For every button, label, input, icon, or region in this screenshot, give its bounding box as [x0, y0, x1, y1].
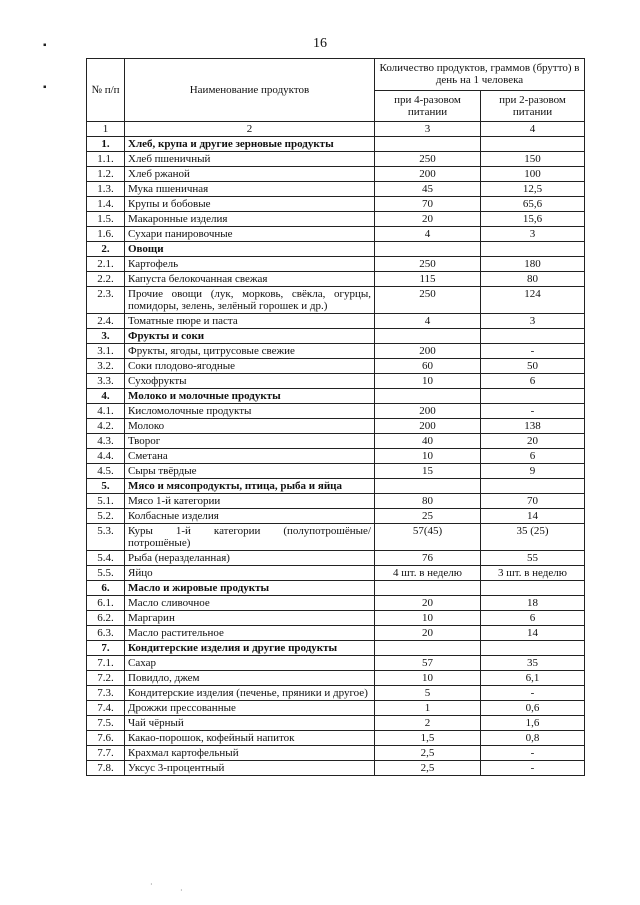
product-name: Капуста белокочанная свежая — [125, 272, 375, 287]
row-number: 4.4. — [87, 449, 125, 464]
qty-2-meals — [481, 581, 585, 596]
product-name: Прочие овощи (лук, морковь, свёкла, огурцы, помидоры, зелень, зелёный горошек и др.) — [125, 287, 375, 314]
row-number: 4. — [87, 389, 125, 404]
row-number: 7.7. — [87, 746, 125, 761]
qty-2-meals: 9 — [481, 464, 585, 479]
qty-4-meals: 5 — [375, 686, 481, 701]
table-row — [87, 359, 585, 374]
table-row — [87, 434, 585, 449]
row-number: 5.3. — [87, 524, 125, 551]
header-qty-2-meals: при 2-разовом питании — [481, 90, 585, 122]
qty-2-meals — [481, 329, 585, 344]
row-number: 6.2. — [87, 611, 125, 626]
qty-2-meals: 65,6 — [481, 197, 585, 212]
table-row — [87, 404, 585, 419]
margin-mark: ▪ — [43, 82, 47, 93]
qty-4-meals — [375, 137, 481, 152]
scan-mark: · — [180, 886, 183, 895]
qty-2-meals: 180 — [481, 257, 585, 272]
table-row — [87, 524, 585, 551]
row-number: 7.8. — [87, 761, 125, 776]
table-row — [87, 566, 585, 581]
qty-4-meals — [375, 329, 481, 344]
header-name-col: Наименование продуктов — [125, 59, 375, 122]
row-number: 3.1. — [87, 344, 125, 359]
column-number: 4 — [481, 122, 585, 137]
row-number: 3. — [87, 329, 125, 344]
qty-4-meals: 250 — [375, 287, 481, 314]
qty-4-meals: 2,5 — [375, 746, 481, 761]
qty-2-meals: - — [481, 761, 585, 776]
product-name: Кондитерские изделия (печенье, пряники и другое) — [125, 686, 375, 701]
product-name: Масло сливочное — [125, 596, 375, 611]
table-row — [87, 374, 585, 389]
qty-4-meals: 20 — [375, 212, 481, 227]
qty-2-meals: 124 — [481, 287, 585, 314]
qty-2-meals: 0,6 — [481, 701, 585, 716]
product-name: Соки плодово-ягодные — [125, 359, 375, 374]
product-name: Сыры твёрдые — [125, 464, 375, 479]
product-name: Сметана — [125, 449, 375, 464]
qty-4-meals — [375, 581, 481, 596]
table-row — [87, 449, 585, 464]
qty-2-meals: 3 шт. в неделю — [481, 566, 585, 581]
product-name: Сухофрукты — [125, 374, 375, 389]
qty-2-meals: 0,8 — [481, 731, 585, 746]
qty-2-meals: 138 — [481, 419, 585, 434]
row-number: 7.1. — [87, 656, 125, 671]
qty-2-meals: 35 — [481, 656, 585, 671]
product-name: Колбасные изделия — [125, 509, 375, 524]
qty-2-meals: 150 — [481, 152, 585, 167]
row-number: 1.1. — [87, 152, 125, 167]
qty-4-meals: 76 — [375, 551, 481, 566]
row-number: 1. — [87, 137, 125, 152]
row-number: 5.2. — [87, 509, 125, 524]
qty-2-meals: - — [481, 686, 585, 701]
table-row — [87, 227, 585, 242]
product-name: Кисломолочные продукты — [125, 404, 375, 419]
product-name: Яйцо — [125, 566, 375, 581]
qty-4-meals: 250 — [375, 152, 481, 167]
section-title: Фрукты и соки — [125, 329, 375, 344]
product-name: Крахмал картофельный — [125, 746, 375, 761]
row-number: 2.2. — [87, 272, 125, 287]
qty-2-meals — [481, 389, 585, 404]
header-qty-4-meals: при 4-разовом питании — [375, 90, 481, 122]
qty-4-meals: 57(45) — [375, 524, 481, 551]
qty-4-meals — [375, 479, 481, 494]
header-number-col: № п/п — [87, 59, 125, 122]
qty-4-meals: 15 — [375, 464, 481, 479]
section-title: Хлеб, крупа и другие зерновые продукты — [125, 137, 375, 152]
qty-2-meals: 1,6 — [481, 716, 585, 731]
product-name: Какао-порошок, кофейный напиток — [125, 731, 375, 746]
qty-2-meals: 3 — [481, 314, 585, 329]
qty-4-meals: 10 — [375, 611, 481, 626]
page-number: 16 — [313, 36, 327, 51]
row-number: 2.3. — [87, 287, 125, 314]
section-row — [87, 389, 585, 404]
table-row — [87, 761, 585, 776]
table-row — [87, 344, 585, 359]
table-row — [87, 596, 585, 611]
product-name: Творог — [125, 434, 375, 449]
row-number: 2.1. — [87, 257, 125, 272]
product-name: Сахар — [125, 656, 375, 671]
food-norms-table — [86, 58, 585, 776]
table-row — [87, 314, 585, 329]
qty-4-meals: 1 — [375, 701, 481, 716]
section-row — [87, 242, 585, 257]
product-name: Маргарин — [125, 611, 375, 626]
row-number: 1.4. — [87, 197, 125, 212]
row-number: 5.1. — [87, 494, 125, 509]
row-number: 1.2. — [87, 167, 125, 182]
section-row — [87, 329, 585, 344]
product-name: Макаронные изделия — [125, 212, 375, 227]
table-row — [87, 701, 585, 716]
qty-4-meals: 200 — [375, 344, 481, 359]
qty-2-meals: 14 — [481, 626, 585, 641]
row-number: 6.3. — [87, 626, 125, 641]
qty-4-meals: 200 — [375, 404, 481, 419]
qty-4-meals — [375, 641, 481, 656]
row-number: 5. — [87, 479, 125, 494]
qty-4-meals: 4 — [375, 314, 481, 329]
product-name: Картофель — [125, 257, 375, 272]
table-row — [87, 551, 585, 566]
column-number: 1 — [87, 122, 125, 137]
product-name: Томатные пюре и паста — [125, 314, 375, 329]
qty-2-meals: 20 — [481, 434, 585, 449]
table-row — [87, 716, 585, 731]
header-qty-group: Количество продуктов, граммов (брутто) в день на 1 человека — [375, 59, 585, 91]
row-number: 4.1. — [87, 404, 125, 419]
column-number: 2 — [125, 122, 375, 137]
qty-2-meals: 55 — [481, 551, 585, 566]
qty-2-meals: 35 (25) — [481, 524, 585, 551]
margin-mark: ▪ — [43, 40, 47, 51]
section-title: Мясо и мясопродукты, птица, рыба и яйца — [125, 479, 375, 494]
qty-2-meals — [481, 479, 585, 494]
row-number: 1.5. — [87, 212, 125, 227]
section-row — [87, 581, 585, 596]
product-name: Сухари панировочные — [125, 227, 375, 242]
qty-2-meals: 15,6 — [481, 212, 585, 227]
table-row — [87, 182, 585, 197]
qty-4-meals: 10 — [375, 449, 481, 464]
row-number: 7.6. — [87, 731, 125, 746]
qty-4-meals: 2,5 — [375, 761, 481, 776]
product-name: Масло растительное — [125, 626, 375, 641]
qty-4-meals: 20 — [375, 596, 481, 611]
row-number: 3.3. — [87, 374, 125, 389]
section-title: Молоко и молочные продукты — [125, 389, 375, 404]
qty-2-meals: 18 — [481, 596, 585, 611]
table-row — [87, 746, 585, 761]
qty-2-meals: 6 — [481, 374, 585, 389]
product-name: Куры 1-й категории (полупотрошёные/потрошёные) — [125, 524, 375, 551]
qty-2-meals: - — [481, 344, 585, 359]
table-row — [87, 419, 585, 434]
scan-mark: · — [150, 880, 153, 889]
qty-2-meals: 100 — [481, 167, 585, 182]
table-row — [87, 731, 585, 746]
qty-4-meals: 45 — [375, 182, 481, 197]
product-name: Мука пшеничная — [125, 182, 375, 197]
qty-2-meals: 3 — [481, 227, 585, 242]
qty-2-meals: - — [481, 746, 585, 761]
qty-2-meals: 6 — [481, 611, 585, 626]
table-row — [87, 611, 585, 626]
qty-2-meals — [481, 242, 585, 257]
qty-4-meals: 10 — [375, 671, 481, 686]
row-number: 1.6. — [87, 227, 125, 242]
qty-2-meals: 50 — [481, 359, 585, 374]
qty-2-meals: - — [481, 404, 585, 419]
row-number: 2. — [87, 242, 125, 257]
row-number: 7. — [87, 641, 125, 656]
qty-4-meals: 115 — [375, 272, 481, 287]
product-name: Молоко — [125, 419, 375, 434]
qty-4-meals: 70 — [375, 197, 481, 212]
table-row — [87, 272, 585, 287]
qty-4-meals: 20 — [375, 626, 481, 641]
table-row — [87, 671, 585, 686]
table-row — [87, 494, 585, 509]
row-number: 6.1. — [87, 596, 125, 611]
section-title: Масло и жировые продукты — [125, 581, 375, 596]
table-row — [87, 656, 585, 671]
column-number: 3 — [375, 122, 481, 137]
product-name: Дрожжи прессованные — [125, 701, 375, 716]
product-name: Повидло, джем — [125, 671, 375, 686]
row-number: 7.3. — [87, 686, 125, 701]
row-number: 3.2. — [87, 359, 125, 374]
section-title: Кондитерские изделия и другие продукты — [125, 641, 375, 656]
product-name: Хлеб ржаной — [125, 167, 375, 182]
row-number: 4.5. — [87, 464, 125, 479]
section-row — [87, 479, 585, 494]
qty-4-meals: 57 — [375, 656, 481, 671]
table-row — [87, 287, 585, 314]
product-name: Крупы и бобовые — [125, 197, 375, 212]
qty-4-meals: 1,5 — [375, 731, 481, 746]
row-number: 7.5. — [87, 716, 125, 731]
qty-2-meals — [481, 137, 585, 152]
qty-2-meals: 12,5 — [481, 182, 585, 197]
qty-4-meals: 25 — [375, 509, 481, 524]
product-name: Рыба (неразделанная) — [125, 551, 375, 566]
qty-2-meals: 6,1 — [481, 671, 585, 686]
row-number: 5.4. — [87, 551, 125, 566]
table-row — [87, 167, 585, 182]
qty-4-meals: 80 — [375, 494, 481, 509]
qty-4-meals — [375, 389, 481, 404]
row-number: 7.4. — [87, 701, 125, 716]
qty-4-meals: 200 — [375, 167, 481, 182]
qty-4-meals: 250 — [375, 257, 481, 272]
qty-4-meals: 200 — [375, 419, 481, 434]
table-row — [87, 464, 585, 479]
qty-4-meals: 2 — [375, 716, 481, 731]
product-name: Мясо 1-й категории — [125, 494, 375, 509]
product-name: Хлеб пшеничный — [125, 152, 375, 167]
section-title: Овощи — [125, 242, 375, 257]
row-number: 4.2. — [87, 419, 125, 434]
table-row — [87, 686, 585, 701]
product-name: Фрукты, ягоды, цитрусовые свежие — [125, 344, 375, 359]
row-number: 2.4. — [87, 314, 125, 329]
table-row — [87, 509, 585, 524]
section-row — [87, 137, 585, 152]
qty-4-meals: 60 — [375, 359, 481, 374]
qty-2-meals — [481, 641, 585, 656]
product-name: Уксус 3-процентный — [125, 761, 375, 776]
qty-4-meals: 10 — [375, 374, 481, 389]
qty-4-meals — [375, 242, 481, 257]
qty-2-meals: 14 — [481, 509, 585, 524]
row-number: 6. — [87, 581, 125, 596]
table-row — [87, 152, 585, 167]
table-row — [87, 197, 585, 212]
table-row — [87, 212, 585, 227]
qty-4-meals: 4 — [375, 227, 481, 242]
section-row — [87, 641, 585, 656]
qty-2-meals: 6 — [481, 449, 585, 464]
table-row — [87, 626, 585, 641]
table-row — [87, 257, 585, 272]
row-number: 5.5. — [87, 566, 125, 581]
row-number: 7.2. — [87, 671, 125, 686]
product-name: Чай чёрный — [125, 716, 375, 731]
qty-2-meals: 80 — [481, 272, 585, 287]
row-number: 1.3. — [87, 182, 125, 197]
qty-4-meals: 4 шт. в неделю — [375, 566, 481, 581]
qty-4-meals: 40 — [375, 434, 481, 449]
row-number: 4.3. — [87, 434, 125, 449]
qty-2-meals: 70 — [481, 494, 585, 509]
